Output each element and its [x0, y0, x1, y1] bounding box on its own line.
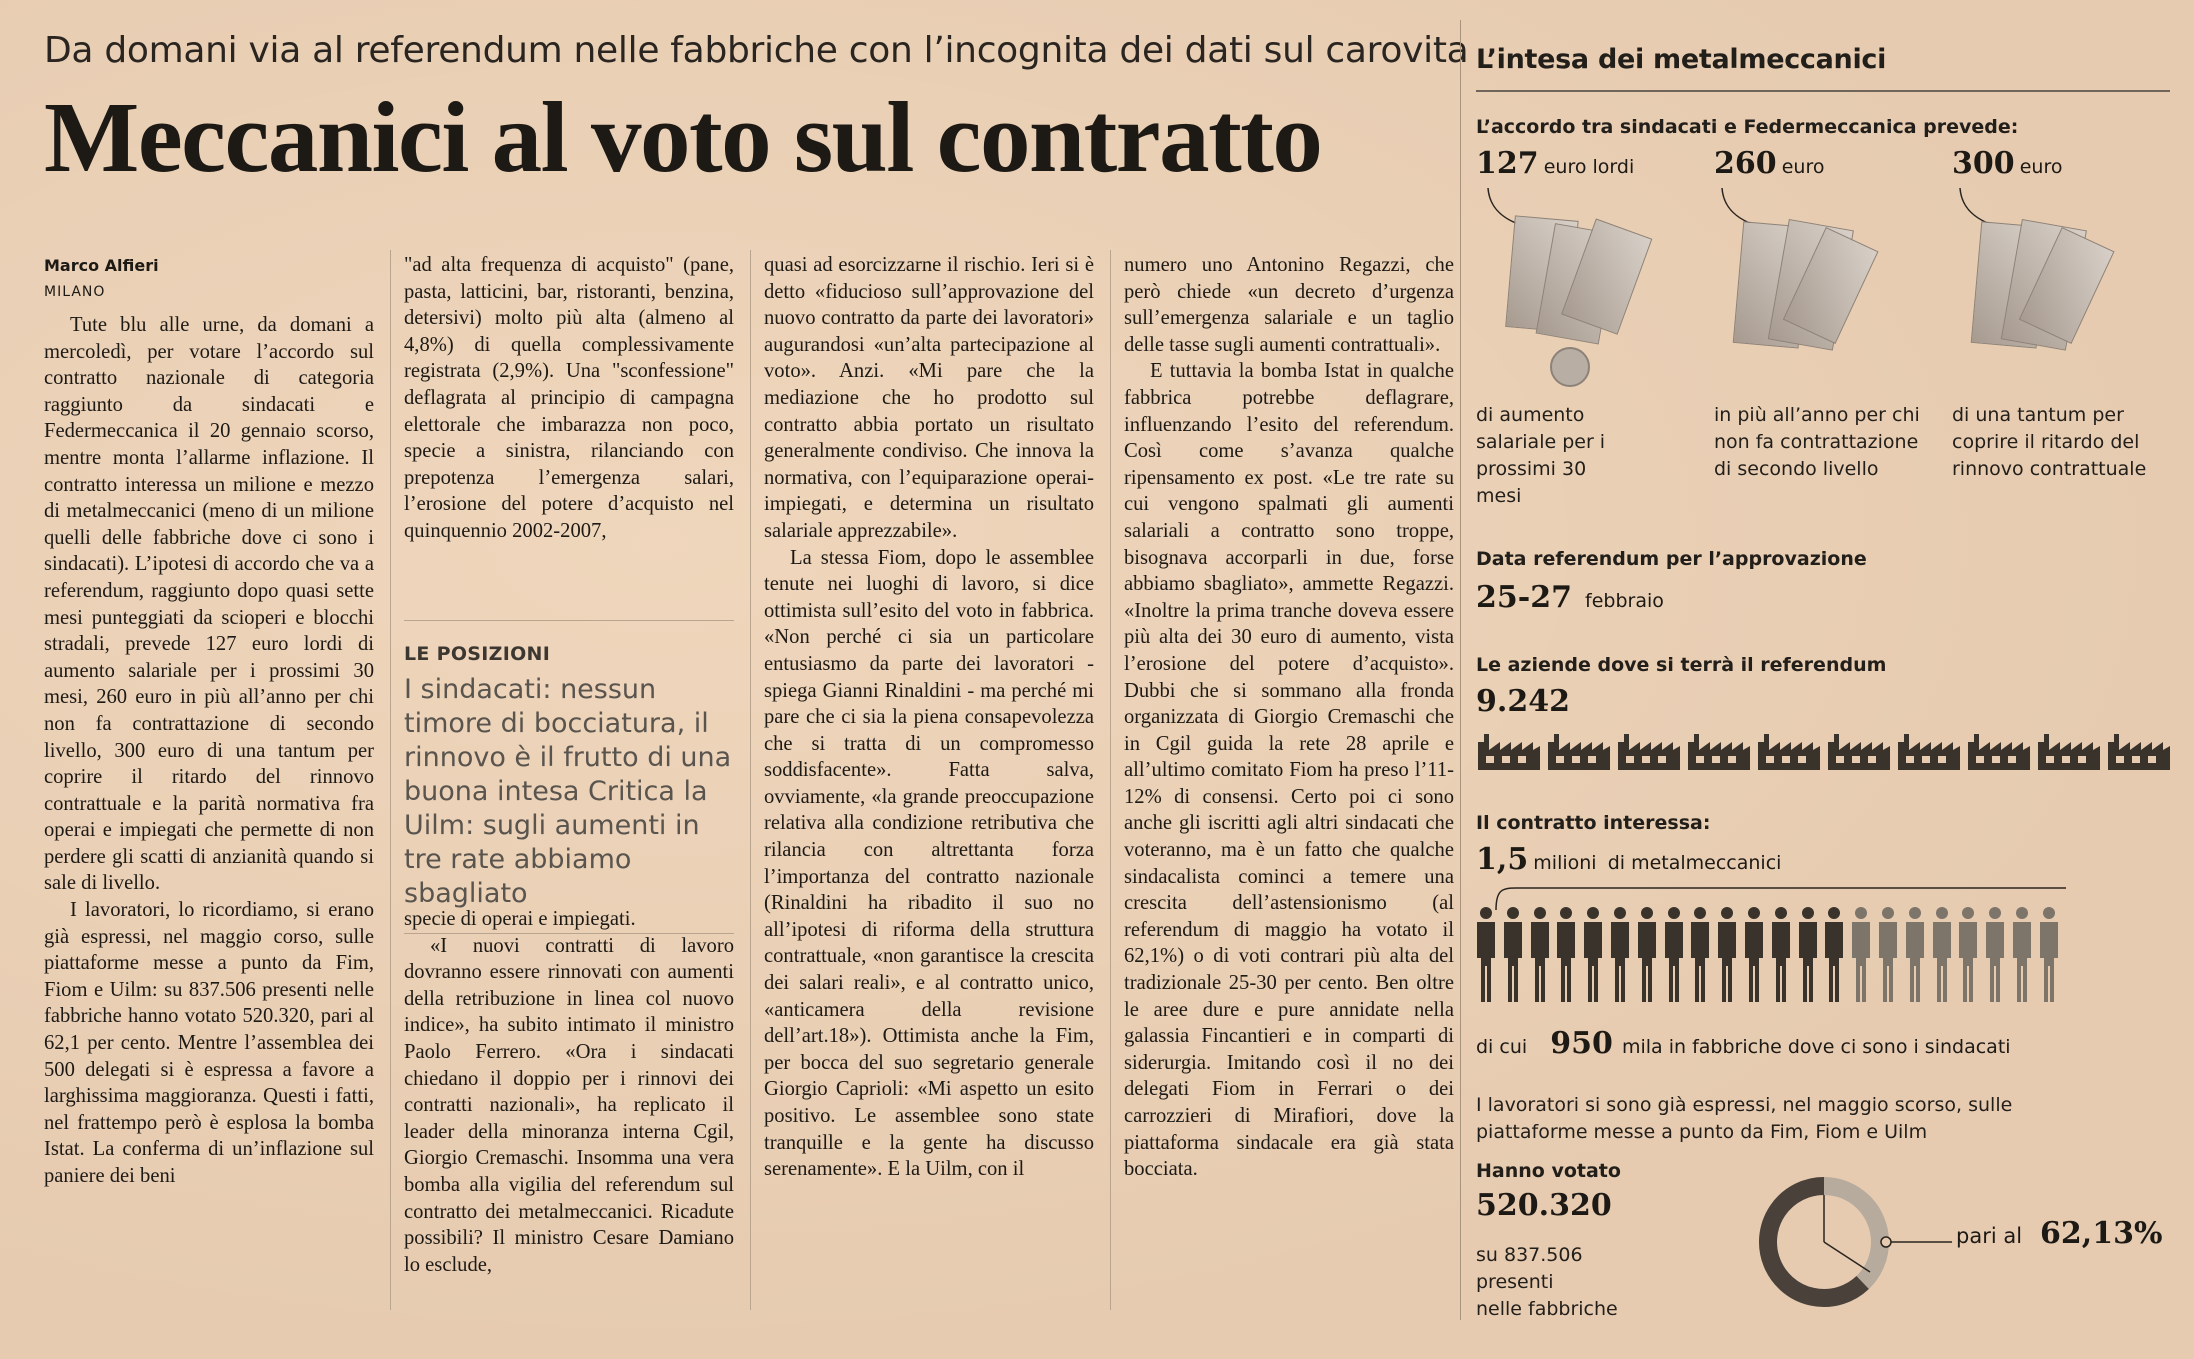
- paragraph: E tuttavia la bomba Istat in qualche fabbrica potrebbe deflagrare, influenzando l’esito del referendum. Così come s’avanza qualche ripensamento ex post. «Le tre rate su cui vengono spalmati gli aumenti salariali a contratto sono troppe, bisognava accorparli in due, forse abbiamo sbagliato», ammette Regazzi. «Inoltre la prima tranche doveva essere più alta dei 30 euro di aumento, vista l’erosione del potere d’acquisto». Dubbi che si sommano alla fronda organizzata di Giorgio Cremaschi che in Cgil guida la rete 28 aprile e all’ultimo comitato Fiom ha preso l’11-12% di consensi. Certo poi ci sono anche gli iscritti agli altri sindacati che voteranno, ma è un fatto che qualche sindacalista cominci a temere una crescita dell’astensionismo (al referendum di maggio ha votato il 62,1%) o di voti contrari più alta del tradizionale 25-30 per cento. Ben oltre le aree dure e pure annidate nella galassia Fincantieri e in comparti di siderurgia. Imitando così il no dei delegati Fiom in Ferrari o dei carrozzieri di Mirafiori, dove la piattaforma sindacale era già stata bocciata.: [1124, 360, 1454, 1181]
- person-icon: [1717, 906, 1737, 1004]
- person-icon: [1905, 906, 1925, 1004]
- referendum-label: Data referendum per l’approvazione: [1476, 548, 1867, 570]
- factory-icon: [2036, 732, 2102, 772]
- person-icon: [1824, 906, 1844, 1004]
- article-column-2-top: [404, 252, 734, 545]
- donut-voted-slice: [1768, 1186, 1863, 1298]
- voted-value: 520.320: [1476, 1188, 1612, 1223]
- page-divider: [1460, 20, 1461, 1320]
- interest-unit: milioni: [1533, 852, 1597, 874]
- present-line: presenti: [1476, 1271, 1554, 1293]
- person-icon: [1958, 906, 1978, 1004]
- person-icon: [1690, 906, 1710, 1004]
- paragraph: "ad alta frequenza di acquisto" (pane, pasta, latticini, bar, ristoranti, benzina, detersivi) molto più alta (almeno al 4,8%) di quella complessivamente registrata (2,9%). Una "sconfessione" deflagrata al principio di campagna elettorale che imbarazza non poco, specie a sinistra, rilanciando con prepotenza l’emergenza salari, l’erosione del potere d’acquisto nel quinquennio 2002-2007,: [404, 254, 734, 542]
- factory-icon: [1546, 732, 1612, 772]
- agreement-intro: L’accordo tra sindacati e Federmeccanica prevede:: [1476, 116, 2019, 138]
- column-divider: [1110, 250, 1111, 1310]
- present-line: su 837.506: [1476, 1244, 1583, 1266]
- factory-icon: [1896, 732, 1962, 772]
- amount-value: 260: [1714, 146, 1777, 181]
- referendum-month: febbraio: [1585, 590, 1664, 612]
- people-row: [1476, 906, 2076, 1006]
- article-column-3: [764, 252, 1094, 1183]
- euro-banknotes-icon: [1488, 222, 1628, 392]
- present-note: [1476, 1242, 1676, 1323]
- person-icon: [1610, 906, 1630, 1004]
- pari-label: pari al: [1956, 1224, 2023, 1248]
- article-column-1: [44, 312, 374, 1190]
- euro-banknotes-icon: [1712, 222, 1872, 392]
- person-icon: [1503, 906, 1523, 1004]
- paragraph: La stessa Fiom, dopo le assemblee tenute nei luoghi di lavoro, si dice ottimista sull’esito del voto in fabbrica. «Non perché ci sia un particolare entusiasmo da parte dei lavoratori - spiega Gianni Rinaldini - ma perché mi pare che ci sia la piena consapevolezza che si tratta di un compromesso soddisfacente». Fatta salva, ovviamente, «la grande preoccupazione relativa alla condizione retributiva che rilancia con altrettanta forza l’importanza del contratto nazionale (Rinaldini ha ribadito il suo no all’ipotesi di riforma della struttura contrattuale, «non garantisce la crescita dei salari reali», e al contratto unico, «anticamera della revisione dell’art.18»). Ottimista anche la Fim, per bocca del suo segretario generale Giorgio Caprioli: «Mi aspetto un esito positivo. Le assemblee sono state tranquille e la gente ha discusso serenamente». E la Uilm, con il: [764, 546, 1094, 1181]
- column-divider: [390, 250, 391, 1310]
- amount-block-127: [1476, 146, 1696, 181]
- factory-icon: [1826, 732, 1892, 772]
- amount-desc: di aumento salariale per i prossimi 30 mesi: [1476, 404, 1606, 507]
- amount-block-300: [1952, 146, 2172, 181]
- voted-label: Hanno votato: [1476, 1160, 1621, 1182]
- person-icon: [2039, 906, 2059, 1004]
- person-icon: [1985, 906, 2005, 1004]
- person-icon: [1798, 906, 1818, 1004]
- amount-unit: euro: [1781, 156, 1825, 178]
- factory-icon: [1686, 732, 1752, 772]
- paragraph: specie di operai e impiegati.: [404, 908, 636, 930]
- amount-unit: euro: [2019, 156, 2063, 178]
- factory-icon: [1476, 732, 1542, 772]
- factory-icon: [2106, 732, 2172, 772]
- unions-line: [1476, 1026, 2011, 1061]
- person-icon: [1851, 906, 1871, 1004]
- paragraph: Tute blu alle urne, da domani a mercoledì, per votare l’accordo sul contratto nazionale di categoria raggiunto da sindacati e Federmeccanica il 20 gennaio scorso, mentre monta l’allarme inflazione. Il contratto interessa un milione e mezzo di metalmeccanici (meno di un milione quelli delle fabbriche dove ci sono i sindacati). L’ipotesi di accordo che va a referendum, raggiunto dopo quasi sette mesi punteggiati da scioperi e blocchi stradali, prevede 127 euro lordi di aumento salariale per i prossimi 30 mesi, 260 euro in più all’anno per chi non fa contrattazione di secondo livello, 300 euro di una tantum per coprire il ritardo del rinnovo contrattuale e la parità normativa fra operai e impiegati che permette di non perdere gli scatti di anzianità quando si sale di livello.: [44, 314, 374, 895]
- person-icon: [1744, 906, 1764, 1004]
- amount-desc: in più all’anno per chi non fa contrattazione di secondo livello: [1714, 404, 1920, 480]
- donut-marker: [1881, 1237, 1891, 1247]
- dateline-place: MILANO: [44, 284, 106, 300]
- interest-line: [1476, 842, 1781, 877]
- amount-value: 127: [1476, 146, 1539, 181]
- paragraph: I lavoratori, lo ricordiamo, si erano già espressi, nel maggio corso, sulle piattaforme messe a punto da Fim, Fiom e Uilm: su 837.506 presenti nelle fabbriche hanno votato 520.320, pari al 62,1 per cento. Mentre l’assemblea dei 500 delegati si è espressa a favore a larghissima maggioranza. Questi i fatti, nel frattempo però è esplosa la bomba Istat. La conferma di un’inflazione sul paniere dei beni: [44, 899, 374, 1187]
- referendum-days: 25-27: [1476, 580, 1572, 615]
- factory-icon: [1966, 732, 2032, 772]
- previous-vote-note: I lavoratori si sono già espressi, nel maggio scorso, sulle piattaforme messe a punto da Fim, Fiom e Uilm: [1476, 1094, 2013, 1143]
- paragraph: numero uno Antonino Regazzi, che però chiede «un decreto d’urgenza sull’emergenza salariale e un taglio delle tasse sugli aumenti contrattuali».: [1124, 254, 1454, 356]
- sidebar-title-rule: [1476, 90, 2170, 92]
- interest-value: 1,5: [1476, 842, 1529, 877]
- amount-value: 300: [1952, 146, 2015, 181]
- unions-value: 950: [1550, 1026, 1613, 1061]
- person-icon: [1664, 906, 1684, 1004]
- present-line: nelle fabbriche: [1476, 1298, 1618, 1320]
- author-name: Marco Alfieri: [44, 256, 159, 275]
- amount-block-260: [1714, 146, 1934, 181]
- amount-desc: di una tantum per coprire il ritardo del rinnovo contrattuale: [1952, 404, 2147, 480]
- factory-icon: [1756, 732, 1822, 772]
- companies-value: 9.242: [1476, 684, 1570, 719]
- person-icon: [1637, 906, 1657, 1004]
- person-icon: [1878, 906, 1898, 1004]
- amount-unit: euro lordi: [1543, 156, 1635, 178]
- factory-icon: [1616, 732, 1682, 772]
- paragraph: quasi ad esorcizzarne il rischio. Ieri si è detto «fiducioso sull’approvazione del nuovo contratto da parte dei lavoratori» augurandosi «un’alta partecipazione al voto». Anzi. «Mi pare che la mediazione che ho prodotto sul contratto abbia portato un risultato generalmente condiviso. Che innova la normativa, con l’equiparazione operai-impiegati, e determina un risultato salariale apprezzabile».: [764, 254, 1094, 542]
- donut-hand: [1824, 1242, 1870, 1272]
- unions-suffix: mila in fabbriche dove ci sono i sindacati: [1621, 1036, 2011, 1058]
- positions-text: I sindacati: nessun timore di bocciatura, il rinnovo è il frutto di una buona intesa Critica la Uilm: sugli aumenti in tre rate abbiamo sbagliato: [404, 674, 732, 909]
- person-icon: [1771, 906, 1791, 1004]
- euro-banknotes-icon: [1950, 222, 2110, 392]
- person-icon: [1932, 906, 1952, 1004]
- companies-label: Le aziende dove si terrà il referendum: [1476, 654, 1887, 676]
- person-icon: [1556, 906, 1576, 1004]
- column-divider: [750, 250, 751, 1310]
- referendum-date: [1476, 580, 1664, 615]
- positions-label: LE POSIZIONI: [404, 643, 551, 665]
- article-column-4: [1124, 252, 1454, 1183]
- interest-label: Il contratto interessa:: [1476, 812, 1711, 834]
- person-icon: [1476, 906, 1496, 1004]
- unions-prefix: di cui: [1476, 1036, 1528, 1058]
- article-headline: Meccanici al voto sul contratto: [44, 81, 1322, 193]
- interest-suffix: di metalmeccanici: [1607, 852, 1782, 874]
- positions-box: [404, 620, 734, 934]
- article-kicker: Da domani via al referendum nelle fabbriche con l’incognita dei dati sul carovita: [44, 30, 1469, 71]
- paragraph: «I nuovi contratti di lavoro dovranno essere rinnovati con aumenti della retribuzione in linea col nuovo indice», ha subito intimato il ministro Paolo Ferrero. «Ora i sindacati chiedano il doppio per i rinnovi dei contratti nazionali», ha replicato il leader della minoranza interna Cgil, Giorgio Cremaschi. Insomma una vera bomba alla vigilia del referendum sul contratto dei metalmeccanici. Ricadute possibili? Il ministro Cesare Damiano lo esclude,: [404, 934, 734, 1276]
- pari-value: 62,13%: [2040, 1216, 2163, 1251]
- person-icon: [1530, 906, 1550, 1004]
- sidebar-title: L’intesa dei metalmeccanici: [1476, 44, 1887, 75]
- article-column-2-bottom: [404, 906, 734, 1278]
- person-icon: [1583, 906, 1603, 1004]
- person-icon: [2012, 906, 2032, 1004]
- factory-row: [1476, 730, 2176, 776]
